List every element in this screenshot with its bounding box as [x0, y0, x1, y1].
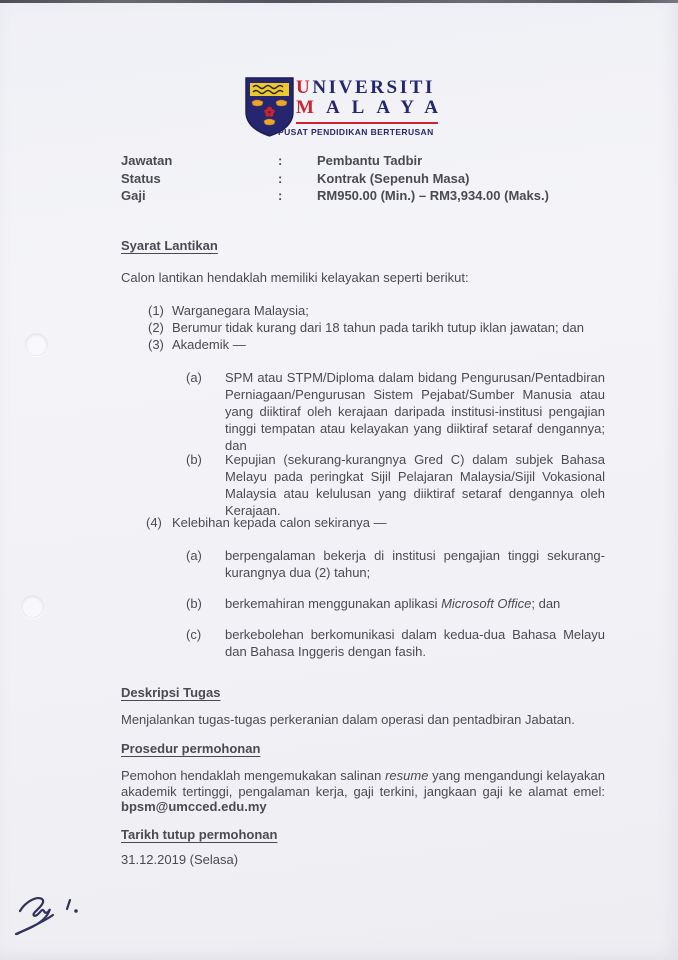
- item-text: berpengalaman bekerja di institusi pengajian tinggi sekurang-kurangnya dua (2) tahun;: [225, 548, 605, 580]
- job-label: Status: [121, 170, 161, 186]
- university-malaya-logo: [243, 75, 451, 139]
- numbered-item-4: [146, 514, 605, 531]
- punch-hole-emboss: [21, 595, 44, 618]
- job-row-gaji: [121, 187, 605, 205]
- item-text: berkebolehan berkomunikasi dalam kedua-dua Bahasa Melayu dan Bahasa Inggeris dengan fasih.: [225, 627, 605, 659]
- job-info-table: [121, 152, 605, 205]
- item-number: (4): [146, 515, 162, 530]
- prosedur-body: Pemohon hendaklah mengemukakan salinan resume yang mengandungi kelayakan akademik tertinggi, pengalaman kerja, gaji terkini, jangkaan gaji ke alamat emel: bpsm@umcced.edu.my: [121, 768, 605, 814]
- logo-line-universiti: UNIVERSITI: [296, 77, 435, 98]
- item-text: Berumur tidak kurang dari 18 tahun pada tarikh tutup iklan jawatan; dan: [172, 320, 584, 335]
- lettered-item-3a: [186, 369, 605, 454]
- item-letter: (b): [186, 452, 202, 467]
- deskripsi-body: Menjalankan tugas-tugas perkeranian dalam operasi dan pentadbiran Jabatan.: [121, 712, 575, 727]
- lettered-item-3b: [186, 451, 605, 519]
- section-heading-deskripsi-tugas: Deskripsi Tugas: [121, 685, 221, 700]
- item-letter: (a): [186, 548, 202, 563]
- item-number: (2): [148, 320, 164, 335]
- job-value: Kontrak (Sepenuh Masa): [317, 170, 470, 186]
- list-item: [148, 336, 605, 353]
- scan-top-edge: [0, 0, 678, 3]
- punch-hole-emboss: [25, 333, 48, 356]
- item-number: (3): [148, 337, 164, 352]
- section-heading-tarikh-tutup: Tarikh tutup permohonan: [121, 827, 278, 842]
- job-value: RM950.00 (Min.) – RM3,934.00 (Maks.): [317, 188, 549, 203]
- italic-microsoft-office: Microsoft Office: [441, 596, 532, 611]
- logo-tagline: PUSAT PENDIDIKAN BERTERUSAN: [278, 127, 434, 137]
- item-text: SPM atau STPM/Diploma dalam bidang Pengurusan/Pentadbiran Perniagaan/Pengurusan Sistem Pejabat/Sumber Manusia atau yang diiktiraf oleh kerajaan daripada institusi-institusi pengajian tinggi tempatan atau kelayakan yang diiktiraf setaraf dengannya; dan: [225, 370, 605, 453]
- list-item: [148, 302, 605, 319]
- logo-wordmark: [296, 78, 450, 118]
- job-colon: :: [278, 170, 283, 186]
- job-label: Gaji: [121, 188, 146, 203]
- item-text: berkemahiran menggunakan aplikasi Microsoft Office; dan: [225, 596, 561, 611]
- application-email: bpsm@umcced.edu.my: [121, 799, 267, 814]
- item-text: Kepujian (sekurang-kurangnya Gred C) dalam subjek Bahasa Melayu pada peringkat Sijil Pelajaran Malaysia/Sijil Vokasional Malaysia atau kelulusan yang diiktiraf setaraf dengannya oleh Kerajaan.: [225, 452, 605, 518]
- lettered-item-4c: [186, 626, 605, 660]
- item-letter: (c): [186, 627, 202, 642]
- job-row-status: [121, 170, 605, 188]
- item-letter: (b): [186, 596, 202, 611]
- job-colon: :: [278, 153, 283, 168]
- list-item: [148, 319, 605, 336]
- lettered-item-4a: [186, 547, 605, 581]
- job-colon: :: [278, 188, 283, 203]
- job-label: Jawatan: [121, 153, 173, 168]
- handwritten-initial-signature-icon: [6, 886, 102, 944]
- syarat-intro: Calon lantikan hendaklah memiliki kelayakan seperti berikut:: [121, 270, 469, 285]
- lettered-item-4b: [186, 595, 605, 612]
- italic-resume: resume: [385, 768, 429, 783]
- logo-red-rule: [296, 122, 438, 124]
- job-value: Pembantu Tadbir: [317, 153, 423, 168]
- logo-line-malaya: MALAYA: [296, 97, 451, 118]
- closing-date: 31.12.2019 (Selasa): [121, 852, 239, 867]
- section-heading-prosedur-permohonan: Prosedur permohonan: [121, 741, 261, 756]
- item-letter: (a): [186, 370, 202, 385]
- item-text: Akademik —: [172, 337, 246, 352]
- item-text: Warganegara Malaysia;: [172, 303, 309, 318]
- job-row-jawatan: [121, 152, 605, 170]
- section-heading-syarat-lantikan: Syarat Lantikan: [121, 238, 218, 253]
- item-text: Kelebihan kepada calon sekiranya —: [172, 515, 387, 530]
- numbered-list-1-3: [148, 302, 605, 353]
- item-number: (1): [148, 303, 164, 318]
